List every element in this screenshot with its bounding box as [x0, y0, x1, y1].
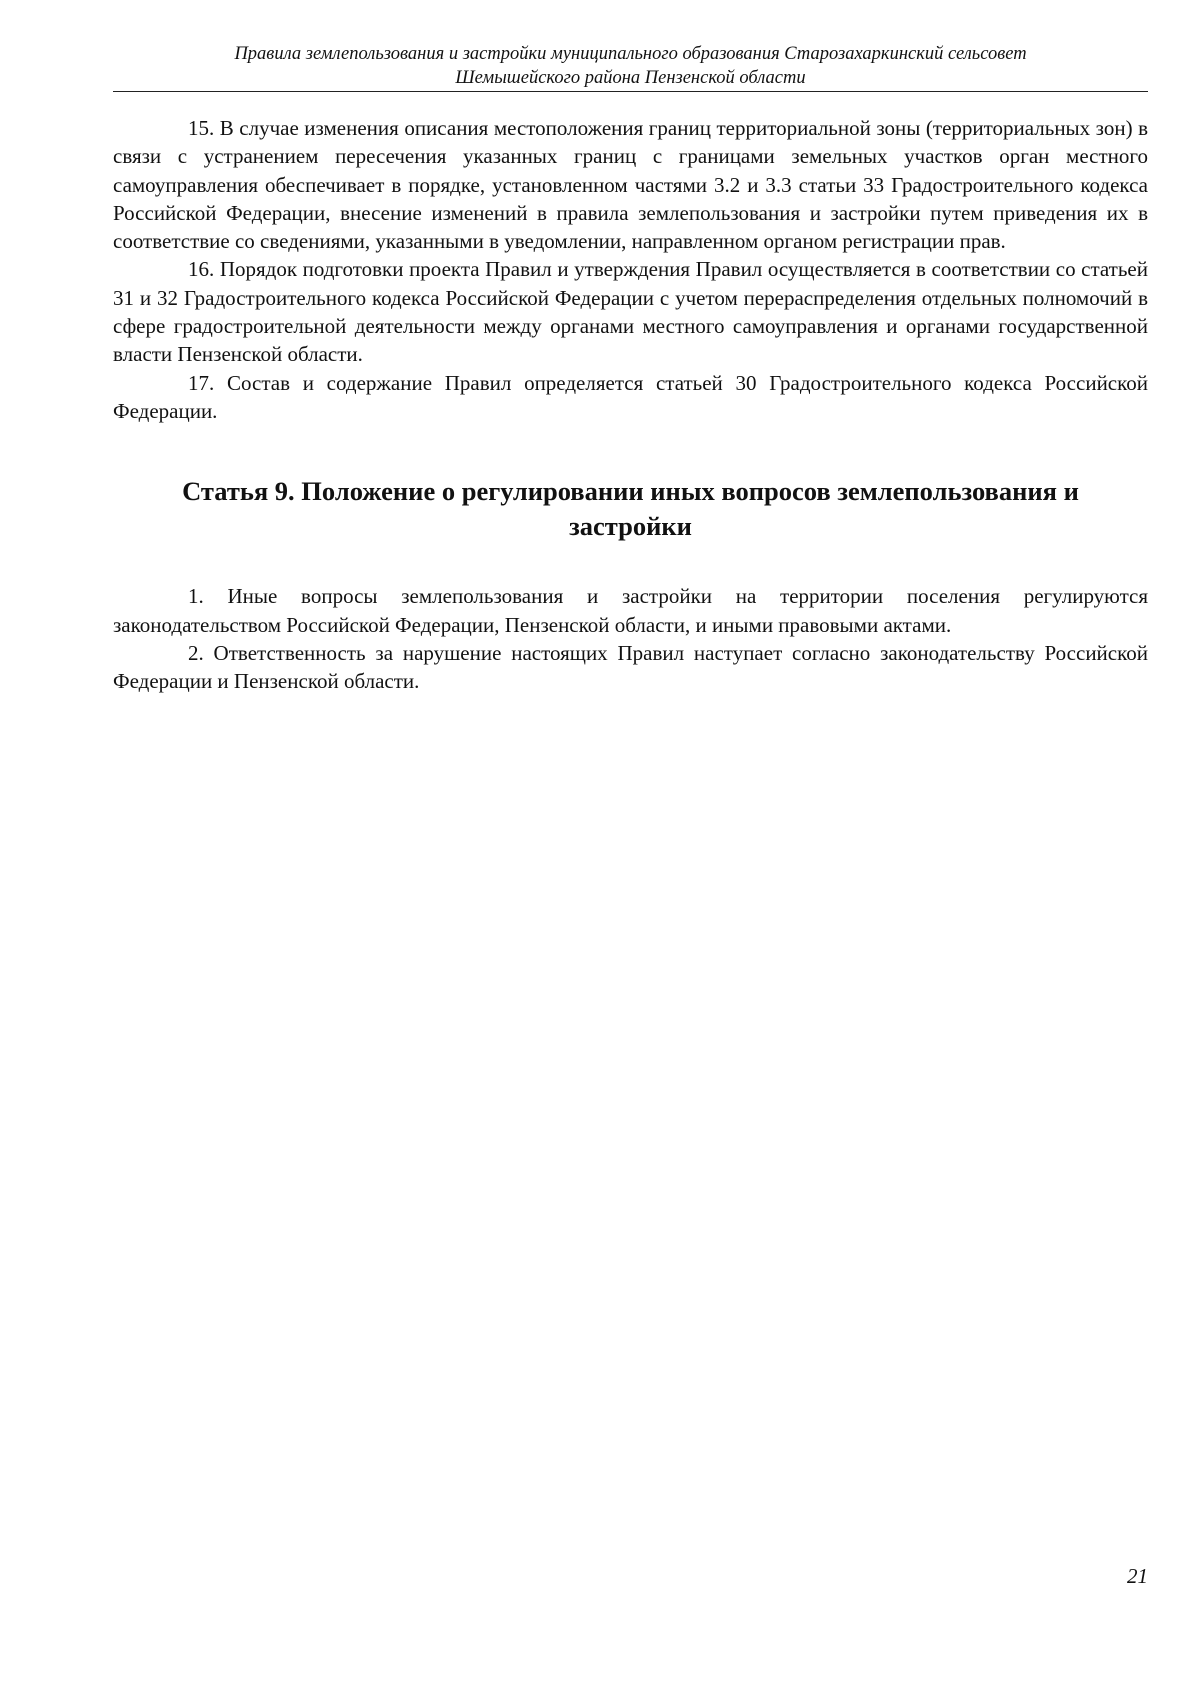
running-header-line-2: Шемышейского района Пензенской области: [455, 68, 806, 88]
article-9-paragraph-2: 2. Ответственность за нарушение настоящих Правил наступает согласно законодательству Российской Федерации и Пензенской области.: [113, 640, 1148, 694]
article-9-paragraph-1: 1. Иные вопросы землепользования и застройки на территории поселения регулируются законодательством Российской Федерации, Пензенской области, и иными правовыми актами.: [113, 584, 1148, 637]
page-number: 21: [1127, 1564, 1148, 1588]
running-header-line-1: Правила землепользования и застройки муниципального образования Старозахаркинский сельсовет: [234, 44, 1027, 64]
page-body: [113, 114, 1148, 695]
paragraph-15: 15. В случае изменения описания местоположения границ территориальной зоны (территориальных зон) в связи с устранением пересечения указанных границ с границами земельных участков орган местного самоуправления обеспечивает в порядке, установленном частями 3.2 и 3.3 статьи 33 Градостроительного кодекса Российской Федерации, внесение изменений в правила землепользования и застройки путем приведения их в соответствие со сведениями, указанными в уведомлении, направленном органом регистрации прав.: [113, 116, 1148, 254]
article-9-title: Статья 9. Положение о регулировании иных вопросов землепользования и застройки: [182, 476, 1079, 542]
paragraph-17: 17. Состав и содержание Правил определяется статьей 30 Градостроительного кодекса Российской Федерации.: [113, 370, 1148, 423]
running-header: [113, 42, 1148, 92]
paragraph-16: 16. Порядок подготовки проекта Правил и утверждения Правил осуществляется в соответствии со статьей 31 и 32 Градостроительного кодекса Российской Федерации с учетом перераспределения отдельных полномочий в сфере градостроительной деятельности между органами местного самоуправления и органами государственной власти Пензенской области.: [113, 257, 1148, 367]
